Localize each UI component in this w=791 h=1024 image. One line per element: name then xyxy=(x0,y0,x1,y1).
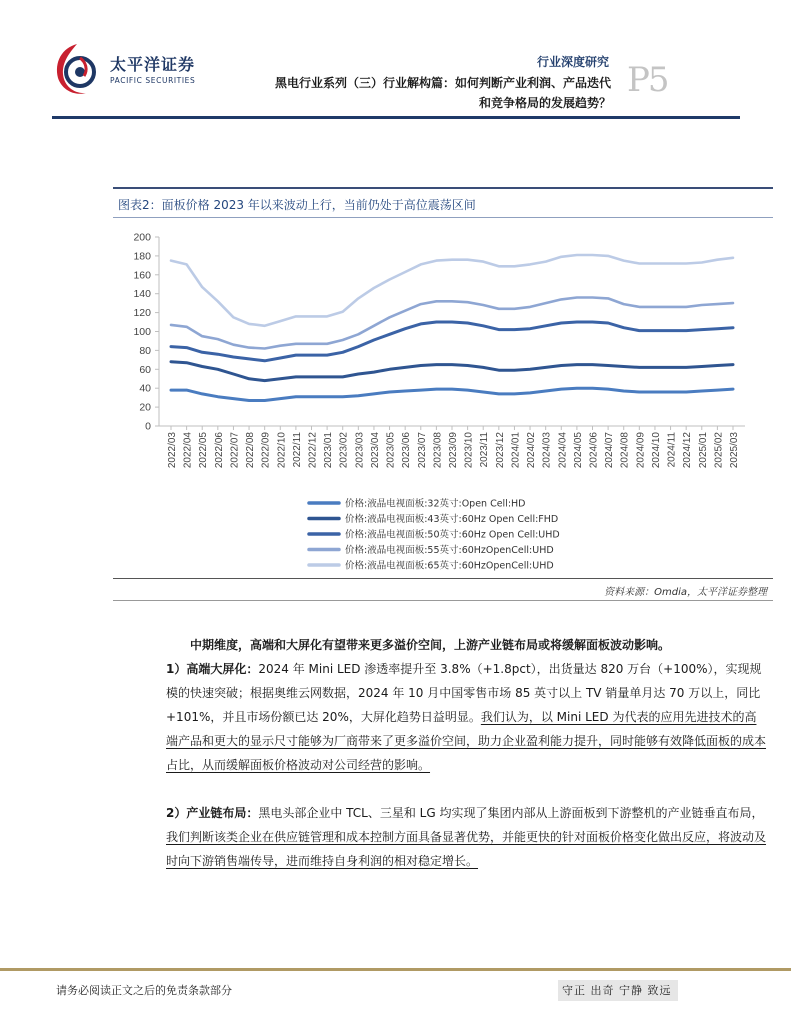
company-logo xyxy=(52,40,222,100)
series-line-2 xyxy=(171,322,733,361)
paragraph-high-end-view: 我们认为，以 Mini LED 为代表的应用先进技术的高端产品和更大的显示尺寸能够为厂商带来了更多溢价空间，助力企业盈利能力提升，同时能够有效降低面板的成本占比，从而缓解面板价格波动对公司经营的影响。 xyxy=(166,710,767,772)
logo-chinese-name: 太平洋证券 xyxy=(110,55,196,74)
legend-label-2: 价格:液晶电视面板:50英寸:60Hz Open Cell:UHD xyxy=(345,529,560,541)
x-tick-label: 2022/06 xyxy=(213,432,225,469)
report-title-line1: 黑电行业系列（三）行业解构篇：如何判断产业利润、产品迭代 xyxy=(274,76,611,90)
x-tick-label: 2023/02 xyxy=(338,432,350,469)
paragraph-supply-chain-view: 我们判断该类企业在供应链管理和成本控制方面具备显著优势，并能更快的针对面板价格变化做出反应，将波动及时向下游销售端传导，进而维持自身利润的相对稳定增长。 xyxy=(166,830,767,868)
legend-label-0: 价格:液晶电视面板:32英寸:Open Cell:HD xyxy=(345,498,526,510)
figure-caption: 图表2：面板价格 2023 年以来波动上行，当前仍处于高位震荡区间 xyxy=(118,198,476,212)
x-tick-label: 2023/09 xyxy=(448,432,459,469)
x-tick-label: 2022/10 xyxy=(276,432,288,469)
x-tick-label: 2023/05 xyxy=(385,432,397,469)
footer-divider xyxy=(0,968,791,971)
legend-label-3: 价格:液晶电视面板:55英寸:60HzOpenCell:UHD xyxy=(345,545,554,556)
paragraph-high-end-heading: 1）高端大屏化： xyxy=(166,662,259,676)
x-tick-label: 2024/12 xyxy=(682,432,694,469)
logo-emblem-icon xyxy=(52,40,102,100)
x-tick-label: 2023/03 xyxy=(354,432,366,469)
x-tick-label: 2025/02 xyxy=(713,432,725,469)
x-tick-label: 2023/07 xyxy=(416,432,428,469)
header-divider xyxy=(52,116,740,119)
y-tick-label: 60 xyxy=(139,363,151,376)
y-tick-label: 200 xyxy=(133,231,151,244)
figure-end-rule xyxy=(113,600,773,601)
x-tick-label: 2022/05 xyxy=(198,432,210,469)
lead-paragraph: 中期维度，高端和大屏化有望带来更多溢价空间，上游产业链布局或将缓解面板波动影响。 xyxy=(190,638,671,652)
figure-bottom-rule xyxy=(113,578,773,579)
x-tick-label: 2022/11 xyxy=(291,432,303,468)
x-tick-label: 2022/08 xyxy=(245,432,257,469)
x-tick-label: 2023/12 xyxy=(494,432,506,469)
series-line-4 xyxy=(171,255,733,326)
y-tick-label: 160 xyxy=(133,269,151,282)
x-tick-label: 2024/03 xyxy=(541,432,553,469)
footer-motto: 守正 出奇 宁静 致远 xyxy=(558,980,678,1001)
paragraph-high-end xyxy=(166,657,766,777)
x-tick-label: 2023/06 xyxy=(401,432,413,469)
report-category: 行业深度研究 xyxy=(536,55,609,69)
x-tick-label: 2022/03 xyxy=(167,432,178,469)
x-tick-label: 2024/05 xyxy=(572,432,584,469)
y-tick-label: 20 xyxy=(139,401,151,414)
x-tick-label: 2024/01 xyxy=(510,432,522,469)
x-tick-label: 2024/07 xyxy=(604,431,616,469)
logo-english-name: PACIFIC SECURITIES xyxy=(110,76,196,85)
series-line-0 xyxy=(171,388,733,400)
series-line-1 xyxy=(171,362,733,381)
y-tick-label: 120 xyxy=(133,307,151,320)
x-tick-label: 2024/09 xyxy=(635,432,647,469)
report-title-line2: 和竞争格局的发展趋势？ xyxy=(478,96,611,110)
line-chart-svg xyxy=(113,222,773,578)
page-mark: P5 xyxy=(627,60,668,100)
paragraph-supply-chain-heading: 2）产业链布局： xyxy=(166,806,259,820)
x-tick-label: 2023/10 xyxy=(463,432,475,469)
panel-price-chart xyxy=(113,222,773,582)
x-tick-label: 2024/11 xyxy=(666,432,678,468)
x-tick-label: 2022/04 xyxy=(182,432,194,469)
x-tick-label: 2025/01 xyxy=(697,432,709,469)
paragraph-high-end-text: 2024 年 Mini LED 渗透率提升至 3.8%（+1.8pct），出货量达 820 万台（+100%），实现规模的快速突破；根据奥维云网数据，2024 年 10 月中国零售市场 85 英寸以上 TV 销量单月达 70 万以上，同比+101%，并且市场份额已达 20%，大屏化趋势日益明显。 xyxy=(166,662,762,724)
y-tick-label: 40 xyxy=(139,382,151,395)
legend-label-1: 价格:液晶电视面板:43英寸:60Hz Open Cell:FHD xyxy=(345,514,559,525)
y-tick-label: 0 xyxy=(145,420,151,433)
x-tick-label: 2022/07 xyxy=(229,432,241,469)
x-tick-label: 2023/08 xyxy=(432,432,444,469)
paragraph-supply-chain-text: 黑电头部企业中 TCL、三星和 LG 均实现了集团内部从上游面板到下游整机的产业链垂直布局， xyxy=(258,806,764,820)
x-tick-label: 2023/01 xyxy=(323,432,335,469)
x-tick-label: 2024/04 xyxy=(557,432,569,469)
y-tick-label: 80 xyxy=(139,344,151,357)
x-tick-label: 2023/11 xyxy=(479,432,491,468)
x-tick-label: 2023/04 xyxy=(369,432,381,469)
figure-source: 资料来源：Omdia，太平洋证券整理 xyxy=(604,587,767,598)
footer-disclaimer: 请务必阅读正文之后的免责条款部分 xyxy=(56,984,232,997)
y-tick-label: 180 xyxy=(133,250,151,263)
x-tick-label: 2024/08 xyxy=(619,432,631,469)
x-tick-label: 2024/10 xyxy=(650,432,662,469)
x-tick-label: 2025/03 xyxy=(729,432,740,469)
x-tick-label: 2024/02 xyxy=(526,432,538,469)
y-tick-label: 140 xyxy=(133,288,151,301)
x-tick-label: 2022/12 xyxy=(307,432,319,469)
figure-caption-rule xyxy=(113,217,773,218)
x-tick-label: 2024/06 xyxy=(588,432,600,469)
y-tick-label: 100 xyxy=(133,326,151,338)
figure-top-rule xyxy=(113,187,773,189)
legend-label-4: 价格:液晶电视面板:65英寸:60HzOpenCell:UHD xyxy=(345,560,554,572)
x-tick-label: 2022/09 xyxy=(260,432,272,469)
paragraph-supply-chain xyxy=(166,801,766,873)
